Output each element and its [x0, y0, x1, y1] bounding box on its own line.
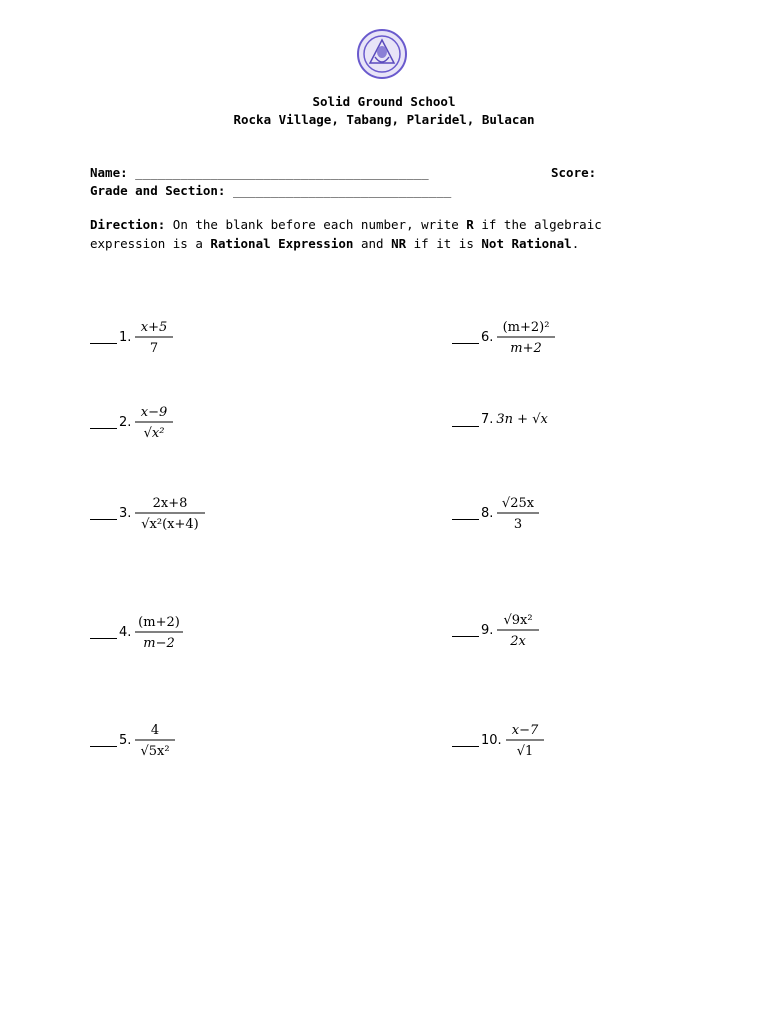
name-row: [90, 165, 429, 180]
answer-blank[interactable]: [452, 733, 479, 747]
answer-blank[interactable]: [452, 330, 479, 344]
numerator: (m+2): [138, 615, 181, 630]
score-label: [551, 165, 596, 180]
score-label-text: Score:: [551, 165, 597, 180]
question-item-7: [452, 412, 548, 427]
question-number: 3.: [119, 505, 132, 521]
school-address: Rocka Village, Tabang, Plaridel, Bulacan: [233, 112, 535, 127]
answer-blank[interactable]: [90, 330, 117, 344]
denominator: √1: [516, 744, 533, 759]
direction-part: .: [571, 236, 580, 251]
expression: 3n + √x: [496, 412, 548, 427]
answer-blank[interactable]: [90, 733, 117, 747]
direction-label: Direction:: [90, 217, 166, 232]
direction-r: R: [466, 217, 474, 232]
denominator: m+2: [510, 341, 543, 356]
denominator: 7: [150, 341, 159, 356]
question-number: 8.: [481, 505, 494, 521]
direction-not-rational: Not Rational: [481, 236, 572, 251]
numerator: x−9: [141, 405, 168, 420]
answer-blank[interactable]: [90, 415, 117, 429]
numerator: 2x+8: [153, 496, 188, 511]
numerator: (m+2)²: [502, 320, 550, 335]
expression: [496, 492, 540, 534]
answer-blank[interactable]: [452, 623, 479, 637]
numerator: √9x²: [503, 613, 533, 628]
school-name: Solid Ground School: [312, 94, 456, 109]
question-number: 7.: [481, 412, 494, 427]
question-item-4: [90, 611, 184, 653]
denominator: √x²: [143, 426, 165, 441]
expression: [496, 609, 540, 651]
direction-part: and: [353, 236, 392, 251]
question-item-1: [90, 316, 174, 358]
answer-blank[interactable]: [90, 625, 117, 639]
grade-row: [90, 183, 451, 198]
expression: [134, 492, 206, 534]
denominator: 2x: [510, 634, 527, 649]
numerator: x−7: [511, 723, 538, 738]
grade-label: Grade and Section:: [90, 183, 226, 198]
question-item-2: [90, 401, 174, 443]
question-number: 9.: [481, 622, 494, 638]
expression: [134, 611, 184, 653]
question-number: 1.: [119, 329, 132, 345]
expression: [496, 316, 556, 358]
numerator: 4: [151, 723, 160, 738]
question-number: 10.: [481, 732, 502, 748]
question-item-6: [452, 316, 556, 358]
denominator: √x²(x+4): [141, 517, 200, 532]
question-item-5: [90, 719, 176, 761]
question-item-3: [90, 492, 206, 534]
answer-blank[interactable]: [452, 506, 479, 520]
direction-part: if the algebraic expression is a: [90, 217, 602, 251]
direction-text: [90, 215, 670, 253]
expression: [134, 401, 174, 443]
expression: [134, 719, 176, 761]
question-item-9: [452, 609, 540, 651]
question-item-8: [452, 492, 540, 534]
question-number: 4.: [119, 624, 132, 640]
question-number: 2.: [119, 414, 132, 430]
name-blank[interactable]: _______________________________________: [135, 165, 429, 180]
question-item-10: [452, 719, 545, 761]
direction-rational: Rational Expression: [210, 236, 354, 251]
direction-part: if it is: [406, 236, 482, 251]
denominator: m−2: [143, 636, 176, 651]
numerator: √25x: [502, 496, 535, 511]
school-logo: [357, 27, 407, 81]
answer-blank[interactable]: [90, 506, 117, 520]
expression: [134, 316, 174, 358]
grade-blank[interactable]: _____________________________: [233, 183, 452, 198]
direction-nr: NR: [391, 236, 407, 251]
expression: [505, 719, 545, 761]
question-number: 5.: [119, 732, 132, 748]
direction-part: On the blank before each number, write: [165, 217, 467, 232]
denominator: 3: [514, 517, 523, 532]
numerator: x+5: [141, 320, 168, 335]
question-number: 6.: [481, 329, 494, 345]
denominator: √5x²: [140, 744, 170, 759]
name-label: Name:: [90, 165, 128, 180]
answer-blank[interactable]: [452, 413, 479, 427]
